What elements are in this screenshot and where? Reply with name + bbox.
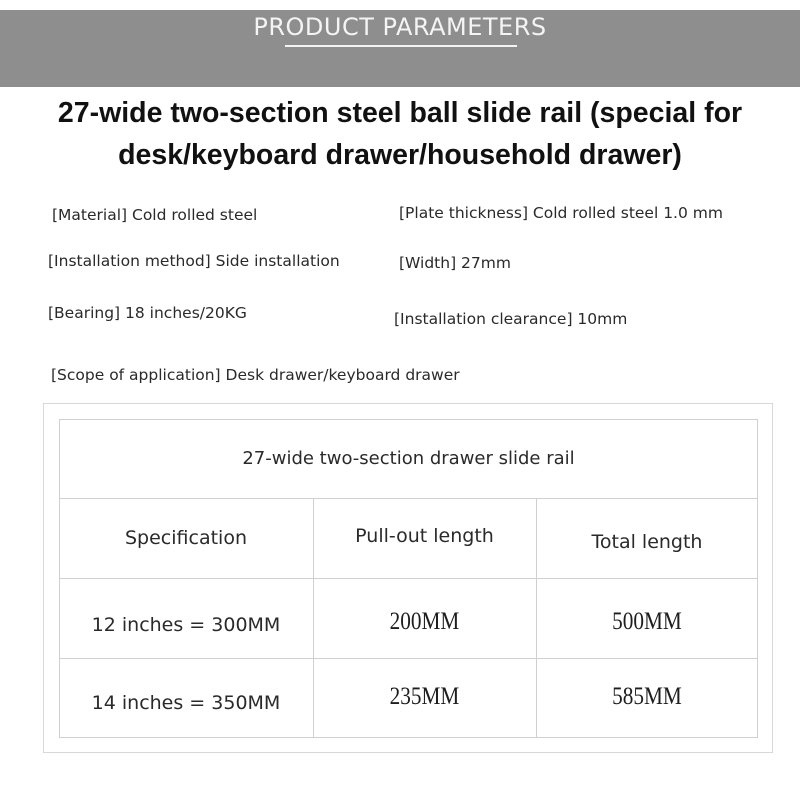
product-title-line-1: 27-wide two-section steel ball slide rail (special for (57, 97, 743, 129)
column-header-pull-out-length: Pull-out length (355, 525, 494, 547)
product-title (0, 92, 800, 176)
table-cell-pull-out-length: 200MM (389, 608, 460, 635)
column-header-total-length: Total length (591, 531, 703, 553)
table-cell-total-length: 500MM (612, 608, 682, 635)
product-title-line-2: desk/keyboard drawer/household drawer) (118, 139, 682, 171)
table-cell-specification: 12 inches = 300MM (91, 614, 281, 636)
spec-installation-clearance: [Installation clearance] 10mm (394, 310, 628, 328)
spec-bearing: [Bearing] 18 inches/20KG (48, 304, 247, 322)
spec-width: [Width] 27mm (399, 254, 511, 272)
spec-plate-thickness: [Plate thickness] Cold rolled steel 1.0 mm (399, 204, 723, 222)
section-title-underline (285, 45, 517, 47)
section-title: PRODUCT PARAMETERS (253, 13, 547, 41)
table-title: 27-wide two-section drawer slide rail (242, 448, 575, 469)
spec-material: [Material] Cold rolled steel (52, 206, 258, 224)
spec-scope: [Scope of application] Desk drawer/keyboard drawer (51, 366, 460, 384)
spec-installation-method: [Installation method] Side installation (48, 252, 340, 270)
table-cell-total-length: 585MM (612, 683, 682, 710)
column-header-specification: Specification (125, 527, 247, 549)
table-cell-specification: 14 inches = 350MM (91, 692, 281, 714)
table-cell-pull-out-length: 235MM (389, 683, 460, 710)
